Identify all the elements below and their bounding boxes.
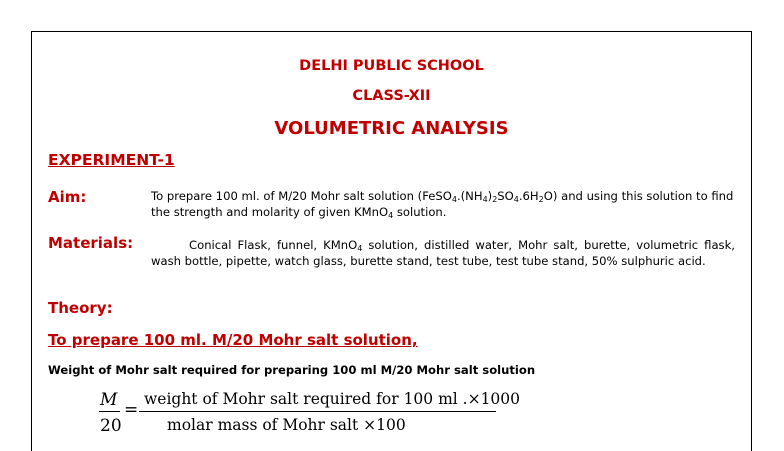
prep-heading: To prepare 100 ml. M/20 Mohr salt solution,	[48, 331, 418, 349]
formula-lhs-bar	[99, 411, 120, 412]
formula-rhs-numerator: weight of Mohr salt required for 100 ml .×1000	[144, 390, 521, 408]
class-name: CLASS-XII	[352, 88, 431, 104]
formula-rhs-denominator: molar mass of Mohr salt ×100	[167, 416, 406, 434]
materials-text: Conical Flask, funnel, KMnO$_4$ solution, distilled water, Mohr salt, burette, volumetric flask, wash bottle, pipette, watch glass, burette stand, test tube, test tube stand, 50% sulphuric acid.	[151, 238, 735, 268]
school-name: DELHI PUBLIC SCHOOL	[299, 58, 484, 74]
document-page	[31, 31, 752, 451]
aim-text: To prepare 100 ml. of M/20 Mohr salt solution $(FeSO_4.(NH_4)_2SO_4.6H_2O)$ and using this solution to find the strength and molarity of given KMnO$_4$ solution.	[151, 189, 734, 220]
theory-label: Theory:	[48, 299, 113, 317]
weight-line: Weight of Mohr salt required for preparing 100 ml M/20 Mohr salt solution	[48, 363, 536, 377]
materials-label: Materials:	[48, 234, 134, 252]
formula-lhs-numerator: M	[100, 390, 118, 410]
formula-rhs-bar	[139, 411, 496, 412]
experiment-title: EXPERIMENT-1	[48, 151, 175, 169]
formula-equals: =	[124, 400, 139, 420]
formula-lhs-denominator: 20	[100, 416, 122, 436]
document-title: VOLUMETRIC ANALYSIS	[274, 118, 509, 139]
aim-label: Aim:	[48, 188, 87, 206]
